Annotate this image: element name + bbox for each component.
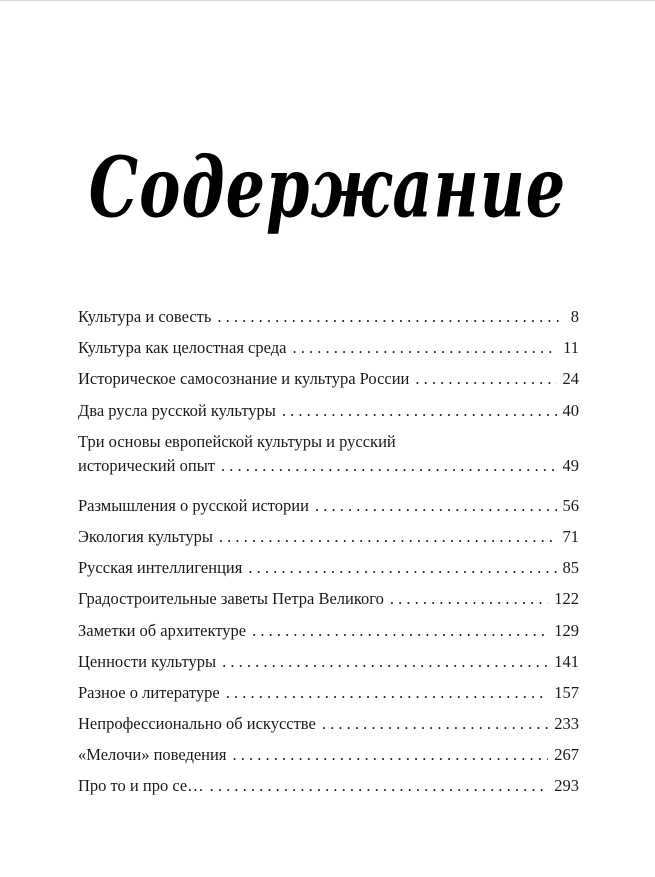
toc-entry[interactable] xyxy=(78,525,579,549)
toc-entry-page: 129 xyxy=(554,620,579,640)
toc-entry[interactable] xyxy=(78,587,579,611)
toc-entry[interactable] xyxy=(78,650,579,674)
toc-leader-dots xyxy=(221,454,556,478)
toc-entry-title: Про то и про се… xyxy=(78,776,204,796)
toc-entry-page: 56 xyxy=(562,495,579,515)
toc-entry[interactable] xyxy=(78,399,579,423)
toc-entry-title-line2: исторический опыт xyxy=(78,455,216,475)
toc-entry-title: Русская интеллигенция xyxy=(78,558,243,578)
toc-entry[interactable] xyxy=(78,305,579,329)
page-title: Содержание xyxy=(88,138,567,237)
toc-leader-dots xyxy=(415,367,556,391)
toc-entry-title: Экология культуры xyxy=(78,526,213,546)
toc-entry-page: 157 xyxy=(554,682,579,702)
toc-entry-page: 233 xyxy=(554,714,579,734)
table-of-contents xyxy=(78,305,579,806)
toc-entry[interactable] xyxy=(78,743,579,767)
toc-leader-dots xyxy=(217,305,563,329)
toc-entry-title: Культура как целостная среда xyxy=(78,338,287,358)
toc-leader-dots xyxy=(315,494,557,518)
toc-leader-dots xyxy=(210,774,549,798)
toc-leader-dots xyxy=(282,399,557,423)
toc-entry-page: 40 xyxy=(562,400,579,420)
toc-entry-page: 122 xyxy=(554,589,579,609)
toc-entry-page: 24 xyxy=(562,369,579,389)
toc-entry-title: «Мелочи» поведения xyxy=(78,745,227,765)
toc-entry-page: 71 xyxy=(562,526,579,546)
toc-entry-line2 xyxy=(78,454,579,478)
toc-entry[interactable] xyxy=(78,681,579,705)
page-top-border xyxy=(0,0,655,1)
toc-entry-page: 293 xyxy=(554,776,579,796)
toc-leader-dots xyxy=(232,743,548,767)
toc-leader-dots xyxy=(226,681,549,705)
toc-entry-title: Разное о литературе xyxy=(78,682,220,702)
toc-entry-title: Непрофессионально об искусстве xyxy=(78,714,316,734)
toc-entry[interactable] xyxy=(78,336,579,360)
toc-entry-title: Ценности культуры xyxy=(78,651,217,671)
toc-leader-dots xyxy=(219,525,557,549)
toc-entry-page: 141 xyxy=(554,651,579,671)
toc-entry[interactable] xyxy=(78,619,579,643)
toc-entry-page: 267 xyxy=(554,745,579,765)
toc-entry-page: 85 xyxy=(562,558,579,578)
toc-entry[interactable] xyxy=(78,774,579,798)
toc-entry-title: Историческое самосознание и культура России xyxy=(78,369,410,389)
toc-entry[interactable] xyxy=(78,367,579,391)
toc-entry-title: Культура и совесть xyxy=(78,307,212,326)
toc-leader-dots xyxy=(390,587,548,611)
toc-entry-title: Два русла русской культуры xyxy=(78,400,276,420)
toc-leader-dots xyxy=(248,556,556,580)
toc-entry-title: Размышления о русской истории xyxy=(78,495,309,515)
toc-leader-dots xyxy=(292,336,557,360)
toc-entry[interactable] xyxy=(78,556,579,580)
toc-entry-page: 11 xyxy=(563,338,579,358)
toc-entry[interactable] xyxy=(78,430,579,478)
toc-entry[interactable] xyxy=(78,712,579,736)
toc-entry-page: 8 xyxy=(570,307,579,326)
toc-leader-dots xyxy=(252,619,548,643)
toc-entry[interactable] xyxy=(78,494,579,518)
toc-entry-title-line1: Три основы европейской культуры и русский xyxy=(78,431,396,451)
toc-entry-page: 49 xyxy=(562,455,579,475)
toc-leader-dots xyxy=(322,712,548,736)
toc-entry-title: Заметки об архитектуре xyxy=(78,620,247,640)
toc-entry-title: Градостроительные заветы Петра Великого xyxy=(78,589,384,609)
toc-leader-dots xyxy=(222,650,548,674)
